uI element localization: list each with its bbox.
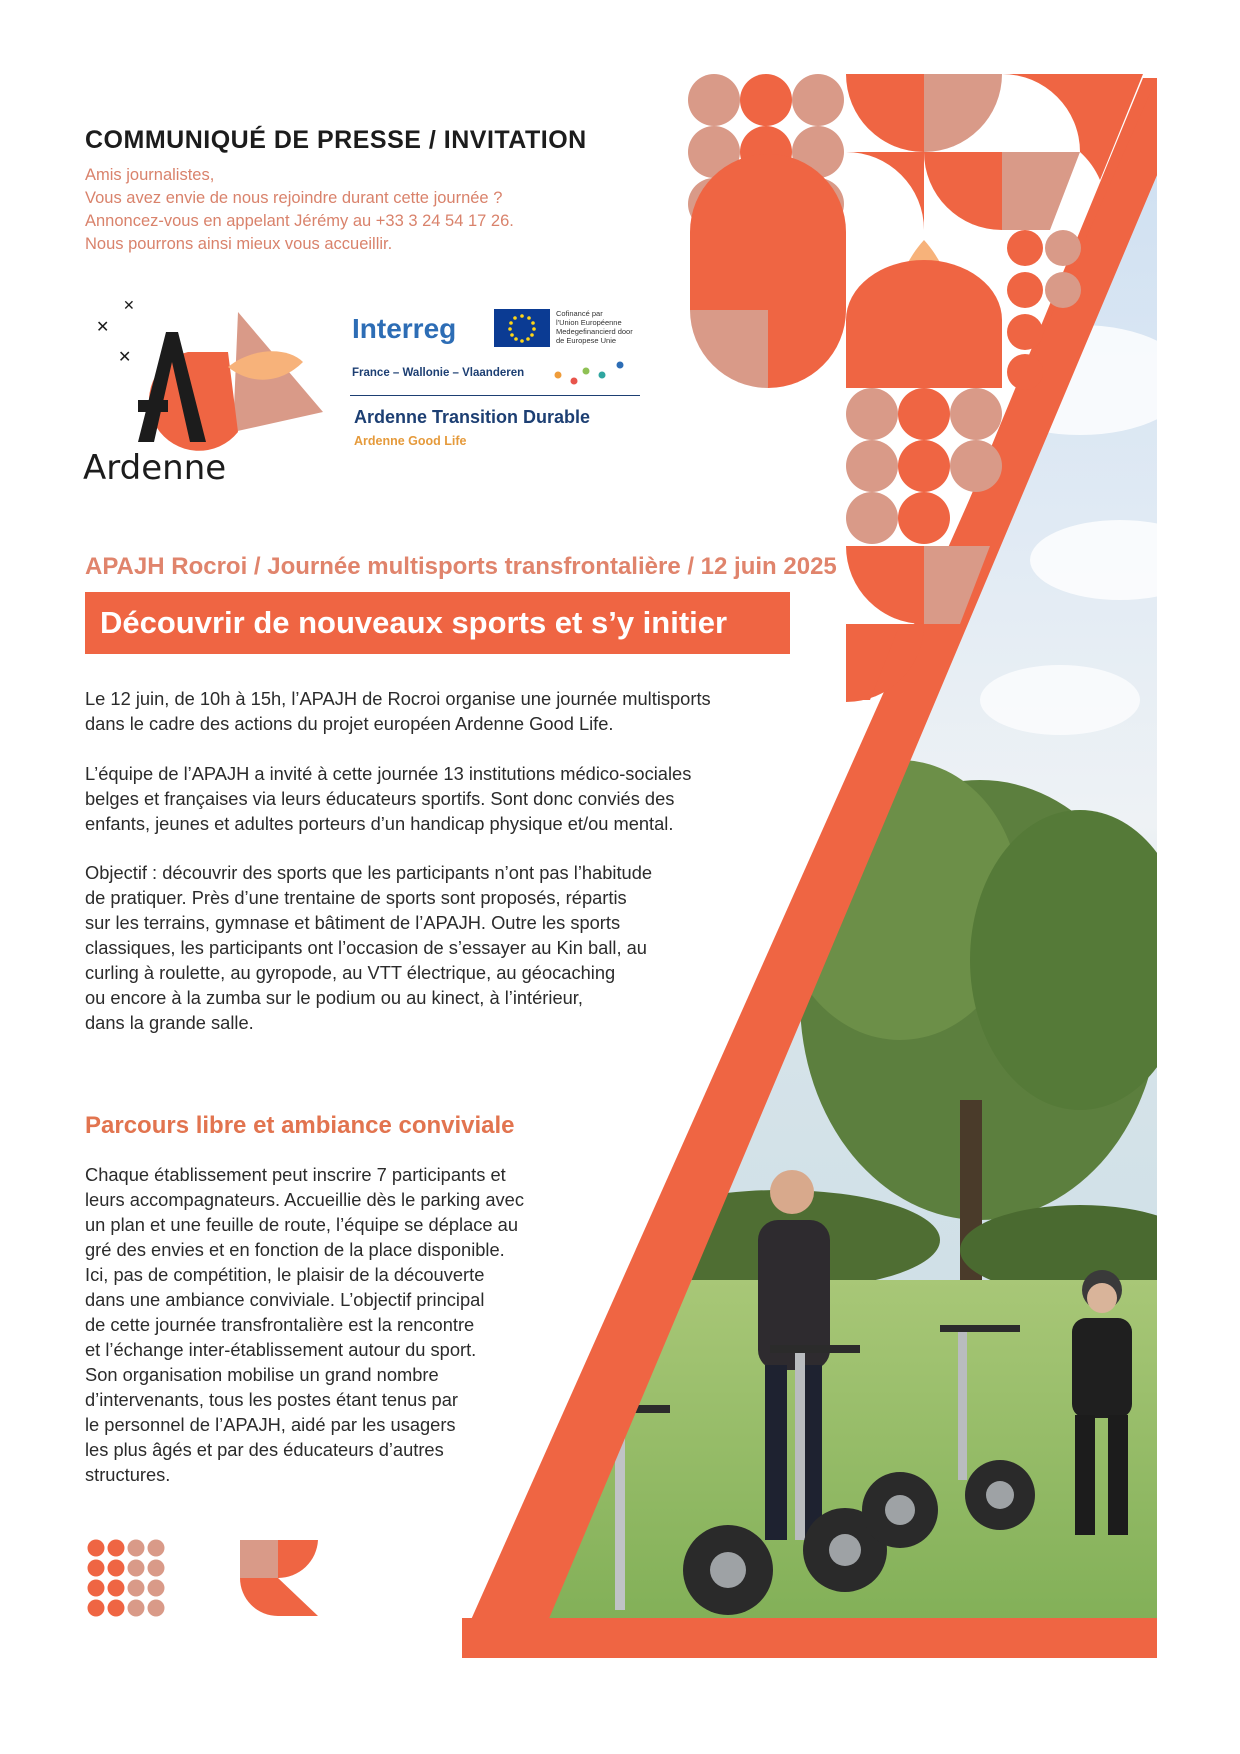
dots-icon bbox=[550, 357, 640, 387]
interreg-wordmark: Interreg bbox=[352, 313, 457, 344]
interreg-logo bbox=[350, 305, 650, 465]
paragraph-participants: L’équipe de l’APAJH a invité à cette journée 13 institutions médico-sociales belges et françaises via leurs éducateurs sportifs. Sont donc conviés des enfants, jeunes et adultes porteurs d’un handicap physique et/ou mental. bbox=[85, 763, 692, 834]
paragraph-parcours: Chaque établissement peut inscrire 7 participants et leurs accompagnateurs. Accueillie dès le parking avec un plan et une feuille de route, l’équipe se déplace au gré des envies et en fonction de la place disponible. Ici, pas de compétition, le plaisir de la découverte dans une ambiance conviviale. L’objectif principal de cette journée transfrontalière est la rencontre et l’échange inter-établissement autour du sport. Son organisation mobilise un grand nombre d’intervenants, tous les postes étant tenus par le personnel de l’APAJH, aidé par les usagers les plus âgés et par des éducateurs d’autres structures. bbox=[85, 1164, 524, 1485]
event-line: APAJH Rocroi / Journée multisports transfrontalière / 12 juin 2025 bbox=[85, 553, 837, 580]
paragraph-objective: Objectif : découvrir des sports que les participants n’ont pas l’habitude de pratiquer. Près d’une trentaine de sports sont proposés, répartis sur les terrains, gymnase et bâtiment de l’APAJH. Outre les sports classiques, les participants ont l’occasion de s’essayer au Kin ball, au curling à roulette, au gyropode, au VTT électrique, au géocaching ou encore à la zumba sur le podium ou au kinect, à l’intérieur, dans la grande salle. bbox=[85, 862, 653, 1033]
header-title: COMMUNIQUÉ DE PRESSE / INVITATION bbox=[85, 126, 587, 154]
svg-text:✕: ✕ bbox=[96, 317, 110, 336]
eu-cofunding-text: Cofinancé par l'Union Européenne Medegefinancierd door de Europese Unie bbox=[556, 309, 633, 345]
ardenne-logo bbox=[78, 292, 338, 497]
event-title: Découvrir de nouveaux sports et s’y initier bbox=[100, 605, 728, 640]
section-subtitle: Parcours libre et ambiance conviviale bbox=[85, 1112, 515, 1139]
paragraph-intro: Le 12 juin, de 10h à 15h, l’APAJH de Rocroi organise une journée multisports dans le cadre des actions du projet européen Ardenne Good Life. bbox=[85, 688, 711, 734]
footer-k-ornament bbox=[240, 1540, 318, 1616]
svg-text:✕: ✕ bbox=[118, 347, 132, 366]
eu-flag-icon bbox=[494, 309, 550, 347]
svg-text:✕: ✕ bbox=[123, 298, 135, 314]
ardenne-wordmark: Ardenne bbox=[83, 448, 227, 488]
footer-dots-ornament bbox=[88, 1540, 165, 1617]
project-subname: Ardenne Good Life bbox=[354, 434, 467, 448]
invitation-line: Vous avez envie de nous rejoindre durant cette journée ? bbox=[85, 189, 503, 207]
invitation-line: Annoncez-vous en appelant Jérémy au +33 3 24 54 17 26. bbox=[85, 212, 514, 230]
event-title-banner bbox=[85, 592, 790, 654]
interreg-regions: France – Wallonie – Vlaanderen bbox=[352, 367, 525, 379]
logo-divider bbox=[350, 395, 640, 396]
project-name: Ardenne Transition Durable bbox=[354, 407, 591, 427]
invitation-line: Amis journalistes, bbox=[85, 166, 215, 184]
journalist-invitation bbox=[85, 164, 514, 256]
bottom-band bbox=[462, 1618, 1157, 1658]
invitation-line: Nous pourrons ainsi mieux vous accueillir. bbox=[85, 235, 393, 253]
